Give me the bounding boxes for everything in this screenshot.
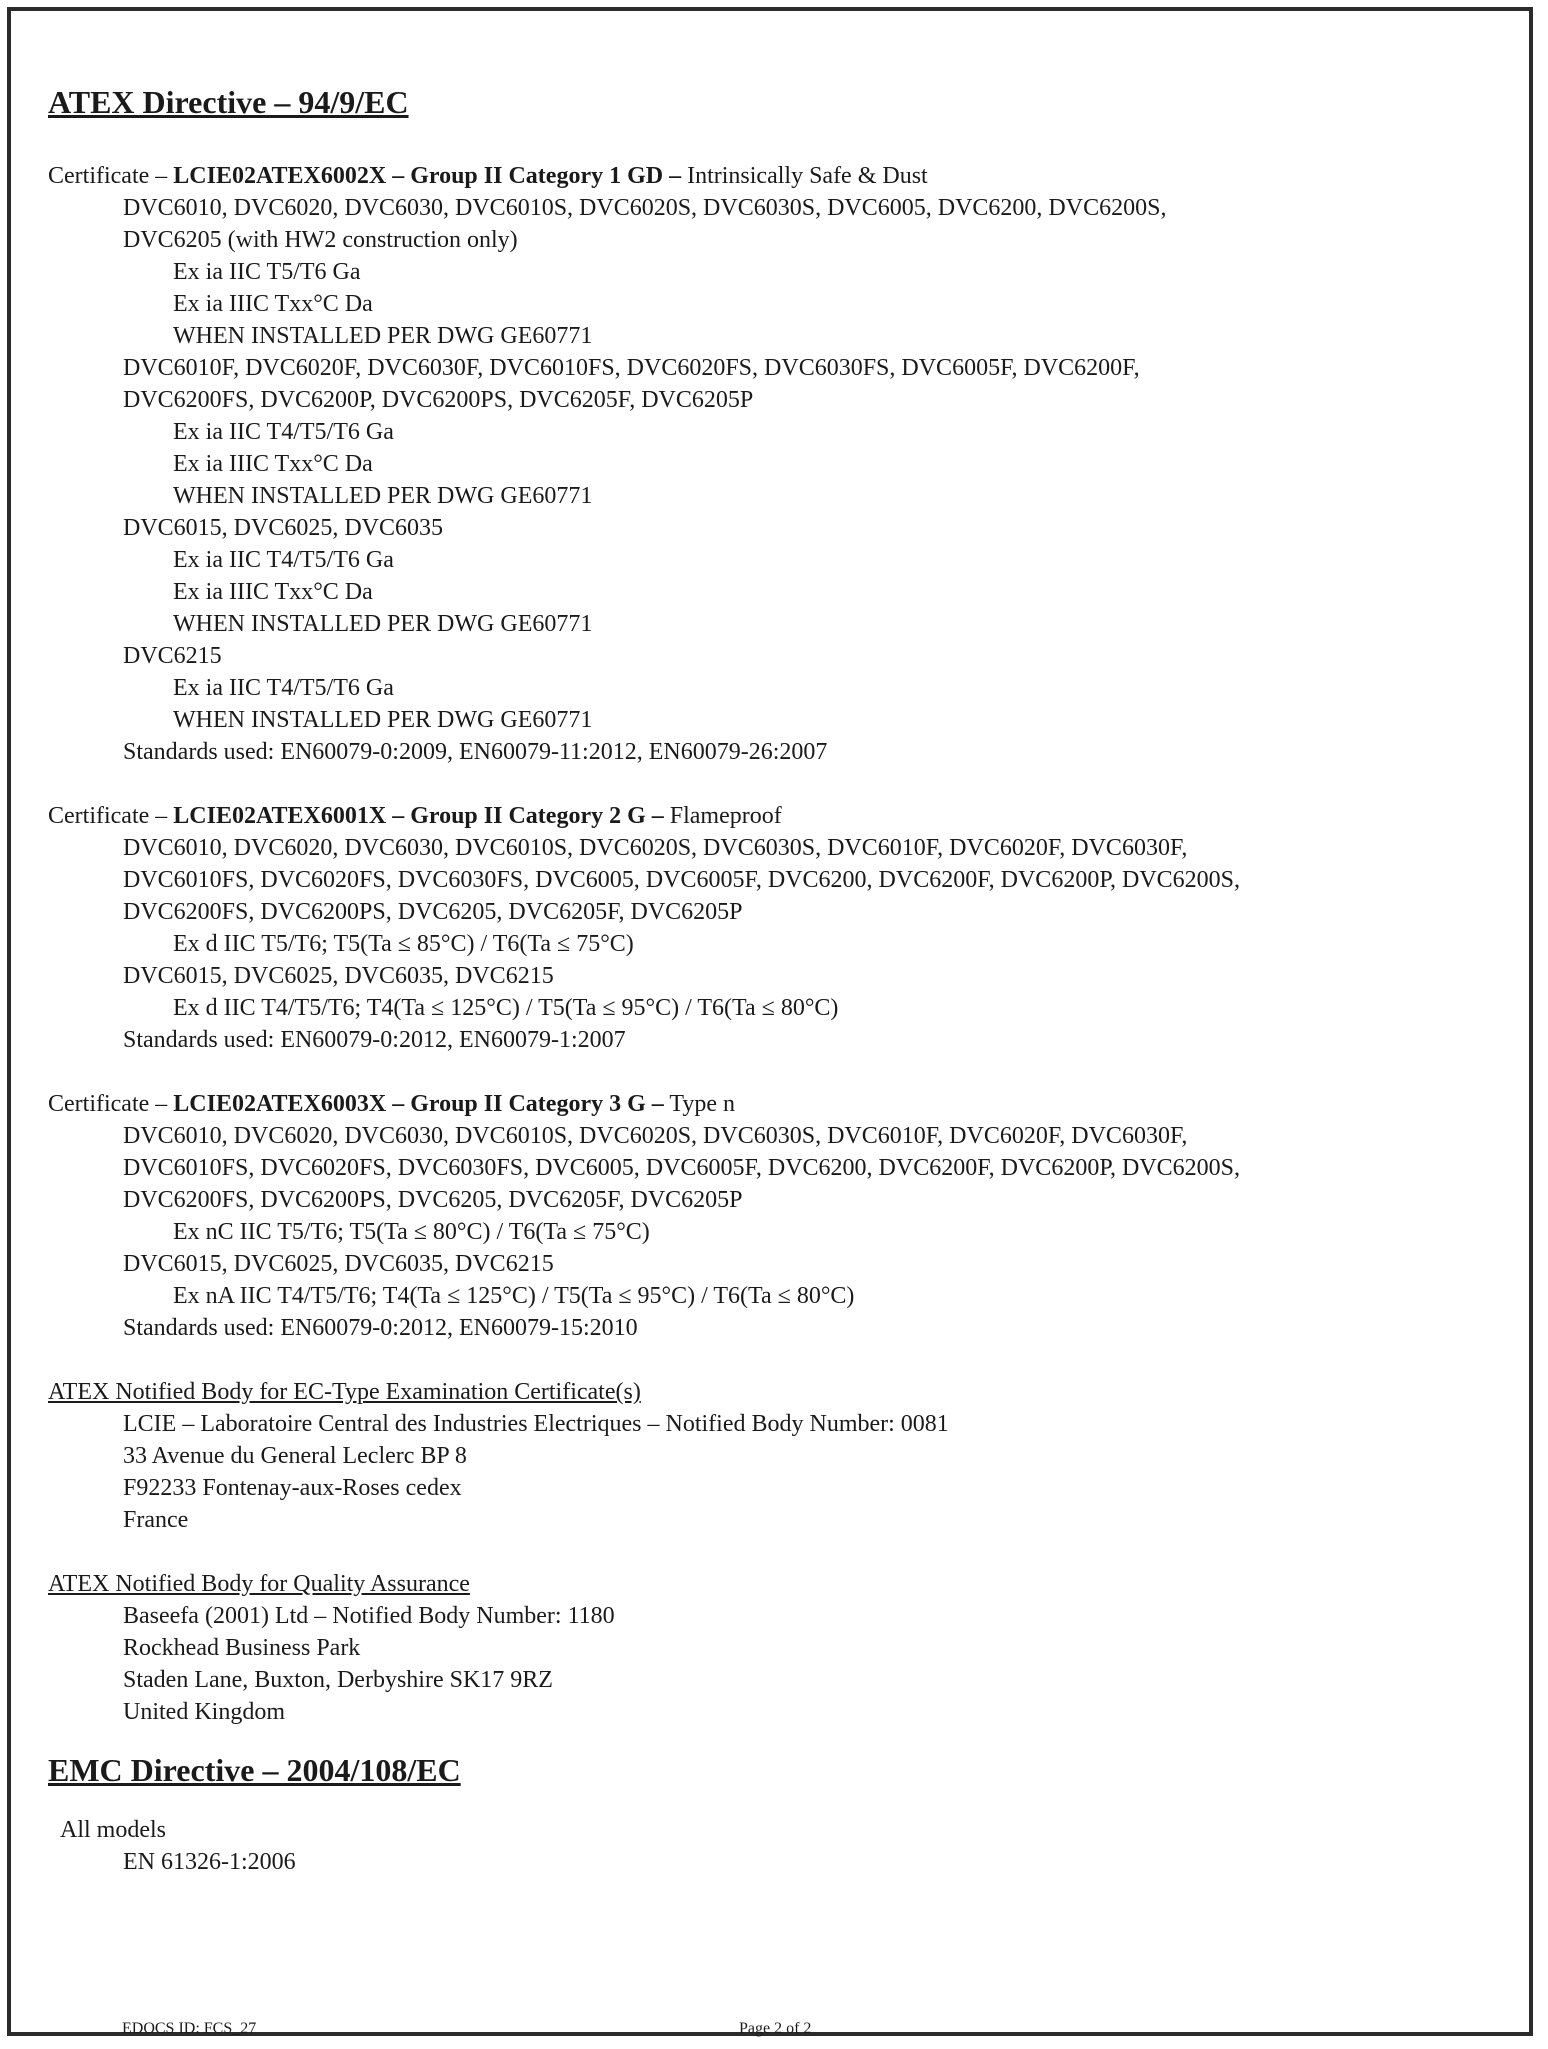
certificate-heading: Certificate – LCIE02ATEX6003X – Group II Category 3 G – Type n: [48, 1091, 735, 1117]
model-list: DVC6205 (with HW2 construction only): [123, 227, 518, 253]
marking: Ex ia IIIC Txx°C Da: [173, 291, 373, 317]
certificate-section: [48, 1088, 1488, 1344]
edocs-id: EDOCS ID: FCS_27: [122, 2020, 257, 2037]
model-list: DVC6200FS, DVC6200P, DVC6200PS, DVC6205F, DVC6205P: [123, 387, 754, 413]
model-list: DVC6200FS, DVC6200PS, DVC6205, DVC6205F, DVC6205P: [123, 899, 743, 925]
certificate-section: [48, 800, 1488, 1056]
address-line: Baseefa (2001) Ltd – Notified Body Number: 1180: [123, 1603, 615, 1629]
certificate-heading: Certificate – LCIE02ATEX6002X – Group II Category 1 GD – Intrinsically Safe & Dust: [48, 163, 928, 189]
certificate-section: [48, 160, 1488, 768]
address-line: United Kingdom: [123, 1699, 285, 1725]
model-list: DVC6010FS, DVC6020FS, DVC6030FS, DVC6005, DVC6005F, DVC6200, DVC6200F, DVC6200P, DVC6200S,: [123, 1155, 1241, 1181]
standards-used: Standards used: EN60079-0:2009, EN60079-11:2012, EN60079-26:2007: [123, 739, 828, 765]
marking: Ex d IIC T4/T5/T6; T4(Ta ≤ 125°C) / T5(Ta ≤ 95°C) / T6(Ta ≤ 80°C): [173, 995, 839, 1021]
marking: Ex ia IIIC Txx°C Da: [173, 579, 373, 605]
page-number: Page 2 of 2: [739, 2020, 812, 2037]
model-list: DVC6015, DVC6025, DVC6035: [123, 515, 444, 541]
notified-body-heading: ATEX Notified Body for Quality Assurance: [48, 1571, 470, 1597]
standards-used: Standards used: EN60079-0:2012, EN60079-1:2007: [123, 1027, 626, 1053]
marking: WHEN INSTALLED PER DWG GE60771: [173, 323, 593, 349]
document-body: [48, 82, 1488, 1878]
marking: Ex ia IIIC Txx°C Da: [173, 451, 373, 477]
notified-body-ec-section: [48, 1376, 1488, 1536]
marking: WHEN INSTALLED PER DWG GE60771: [173, 483, 593, 509]
address-line: F92233 Fontenay-aux-Roses cedex: [123, 1475, 462, 1501]
address-line: France: [123, 1507, 189, 1533]
standards-used: Standards used: EN60079-0:2012, EN60079-15:2010: [123, 1315, 638, 1341]
model-list: DVC6015, DVC6025, DVC6035, DVC6215: [123, 963, 554, 989]
emc-title: EMC Directive – 2004/108/EC: [48, 1752, 461, 1788]
model-list: DVC6010, DVC6020, DVC6030, DVC6010S, DVC6020S, DVC6030S, DVC6005, DVC6200, DVC6200S,: [123, 195, 1167, 221]
notified-body-heading: ATEX Notified Body for EC-Type Examination Certificate(s): [48, 1379, 641, 1405]
emc-standard: EN 61326-1:2006: [123, 1849, 296, 1875]
notified-body-qa-section: [48, 1568, 1488, 1728]
model-list: DVC6215: [123, 643, 222, 669]
marking: Ex d IIC T5/T6; T5(Ta ≤ 85°C) / T6(Ta ≤ 75°C): [173, 931, 634, 957]
marking: WHEN INSTALLED PER DWG GE60771: [173, 611, 593, 637]
model-list: DVC6010, DVC6020, DVC6030, DVC6010S, DVC6020S, DVC6030S, DVC6010F, DVC6020F, DVC6030F,: [123, 835, 1188, 861]
model-list: DVC6010FS, DVC6020FS, DVC6030FS, DVC6005, DVC6005F, DVC6200, DVC6200F, DVC6200P, DVC6200S,: [123, 867, 1241, 893]
marking: WHEN INSTALLED PER DWG GE60771: [173, 707, 593, 733]
model-list: DVC6010, DVC6020, DVC6030, DVC6010S, DVC6020S, DVC6030S, DVC6010F, DVC6020F, DVC6030F,: [123, 1123, 1188, 1149]
marking: Ex ia IIC T4/T5/T6 Ga: [173, 419, 394, 445]
address-line: Staden Lane, Buxton, Derbyshire SK17 9RZ: [123, 1667, 553, 1693]
model-list: DVC6010F, DVC6020F, DVC6030F, DVC6010FS, DVC6020FS, DVC6030FS, DVC6005F, DVC6200F,: [123, 355, 1140, 381]
model-list: DVC6200FS, DVC6200PS, DVC6205, DVC6205F, DVC6205P: [123, 1187, 743, 1213]
marking: Ex nC IIC T5/T6; T5(Ta ≤ 80°C) / T6(Ta ≤ 75°C): [173, 1219, 650, 1245]
marking: Ex nA IIC T4/T5/T6; T4(Ta ≤ 125°C) / T5(Ta ≤ 95°C) / T6(Ta ≤ 80°C): [173, 1283, 855, 1309]
marking: Ex ia IIC T4/T5/T6 Ga: [173, 547, 394, 573]
model-list: DVC6015, DVC6025, DVC6035, DVC6215: [123, 1251, 554, 1277]
emc-scope: All models: [60, 1817, 166, 1843]
address-line: 33 Avenue du General Leclerc BP 8: [123, 1443, 467, 1469]
marking: Ex ia IIC T5/T6 Ga: [173, 259, 361, 285]
marking: Ex ia IIC T4/T5/T6 Ga: [173, 675, 394, 701]
atex-title: ATEX Directive – 94/9/EC: [48, 84, 409, 120]
address-line: Rockhead Business Park: [123, 1635, 361, 1661]
certificate-heading: Certificate – LCIE02ATEX6001X – Group II Category 2 G – Flameproof: [48, 803, 782, 829]
address-line: LCIE – Laboratoire Central des Industries Electriques – Notified Body Number: 0081: [123, 1411, 949, 1437]
